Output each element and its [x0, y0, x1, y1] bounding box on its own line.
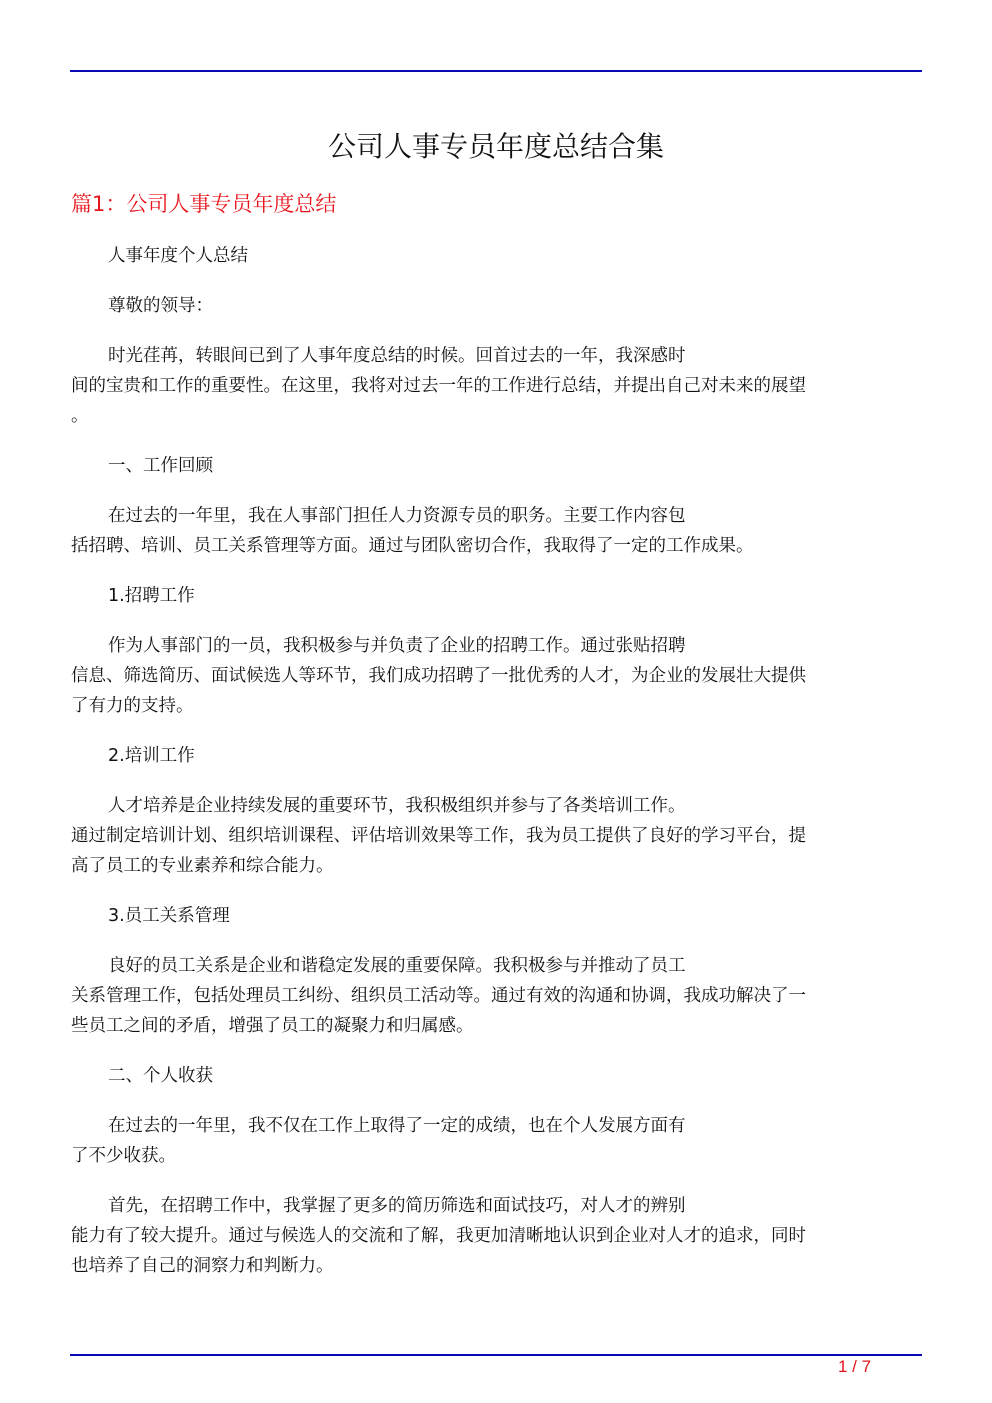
paragraph-line: 。 [71, 406, 89, 426]
paragraph [71, 341, 921, 431]
paragraph-line: 一、工作回顾 [108, 456, 213, 476]
document-title: 公司人事专员年度总结合集 [327, 130, 664, 163]
paragraph [71, 241, 921, 271]
paragraph-line: 良好的员工关系是企业和谐稳定发展的重要保障。我积极参与并推动了员工 [108, 956, 686, 976]
paragraph-line: 括招聘、培训、员工关系管理等方面。通过与团队密切合作，我取得了一定的工作成果。 [71, 536, 754, 556]
paragraph [71, 1111, 921, 1171]
paragraph-line: 高了员工的专业素养和综合能力。 [71, 856, 334, 876]
paragraph-line: 信息、筛选简历、面试候选人等环节，我们成功招聘了一批优秀的人才，为企业的发展壮大提供 [71, 666, 806, 686]
paragraph-line: 作为人事部门的一员，我积极参与并负责了企业的招聘工作。通过张贴招聘 [108, 636, 686, 656]
paragraph [71, 1191, 921, 1281]
paragraph-line: 了有力的支持。 [71, 696, 194, 716]
paragraph [71, 581, 921, 611]
header-rule [70, 70, 922, 72]
paragraph-line: 能力有了较大提升。通过与候选人的交流和了解，我更加清晰地认识到企业对人才的追求，同时 [71, 1226, 806, 1246]
paragraph-line: 人才培养是企业持续发展的重要环节，我积极组织并参与了各类培训工作。 [108, 796, 686, 816]
paragraph-line: 关系管理工作，包括处理员工纠纷、组织员工活动等。通过有效的沟通和协调，我成功解决了一 [71, 986, 806, 1006]
page-indicator: 1 / 7 [838, 1357, 872, 1376]
paragraph [71, 451, 921, 481]
paragraph-line: 通过制定培训计划、组织培训课程、评估培训效果等工作，我为员工提供了良好的学习平台，提 [71, 826, 806, 846]
paragraph-line: 1.招聘工作 [108, 586, 195, 606]
document-body [71, 241, 921, 1301]
paragraph-line: 了不少收获。 [71, 1146, 176, 1166]
paragraph-line: 人事年度个人总结 [108, 246, 248, 266]
paragraph [71, 501, 921, 561]
paragraph-line: 在过去的一年里，我在人事部门担任人力资源专员的职务。主要工作内容包 [108, 506, 686, 526]
paragraph-line: 2.培训工作 [108, 746, 195, 766]
paragraph [71, 1061, 921, 1091]
paragraph-line: 时光荏苒，转眼间已到了人事年度总结的时候。回首过去的一年，我深感时 [108, 346, 686, 366]
paragraph-line: 首先，在招聘工作中，我掌握了更多的简历筛选和面试技巧，对人才的辨别 [108, 1196, 686, 1216]
paragraph-line: 些员工之间的矛盾，增强了员工的凝聚力和归属感。 [71, 1016, 474, 1036]
paragraph [71, 791, 921, 881]
paragraph [71, 951, 921, 1041]
paragraph-line: 也培养了自己的洞察力和判断力。 [71, 1256, 334, 1276]
paragraph [71, 901, 921, 931]
footer-rule [70, 1354, 922, 1356]
paragraph [71, 291, 921, 321]
paragraph-line: 尊敬的领导： [108, 296, 213, 316]
paragraph [71, 631, 921, 721]
paragraph-line: 二、个人收获 [108, 1066, 213, 1086]
section-heading: 篇1：公司人事专员年度总结 [71, 192, 337, 216]
paragraph-line: 间的宝贵和工作的重要性。在这里，我将对过去一年的工作进行总结，并提出自己对未来的展望 [71, 376, 806, 396]
paragraph-line: 在过去的一年里，我不仅在工作上取得了一定的成绩，也在个人发展方面有 [108, 1116, 686, 1136]
paragraph [71, 741, 921, 771]
paragraph-line: 3.员工关系管理 [108, 906, 230, 926]
